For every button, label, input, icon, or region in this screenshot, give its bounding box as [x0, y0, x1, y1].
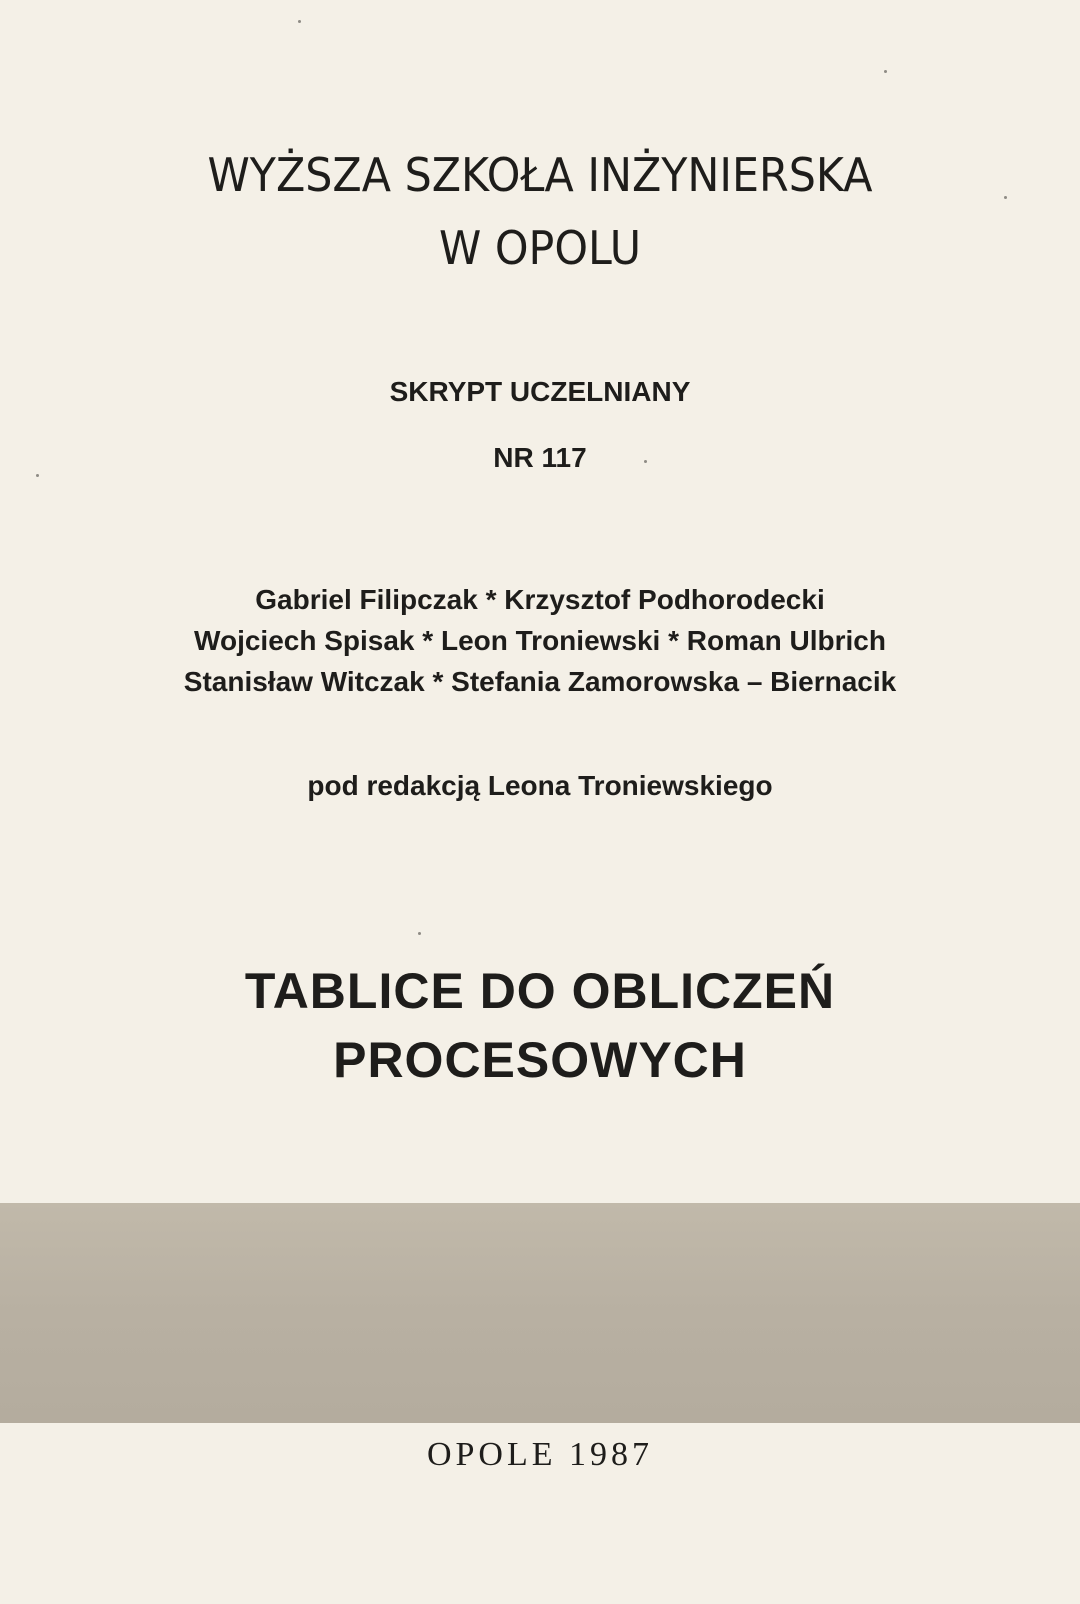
print-speck — [298, 20, 301, 23]
institution-city: W OPOLU — [438, 221, 642, 275]
authors-line: Gabriel Filipczak * Krzysztof Podhorodecki — [255, 584, 825, 615]
series-number: NR 117 — [493, 442, 587, 473]
editor-credit: pod redakcją Leona Troniewskiego — [307, 770, 773, 801]
authors-line: Wojciech Spisak * Leon Troniewski * Roman Ulbrich — [194, 625, 886, 656]
series-name: SKRYPT UCZELNIANY — [389, 376, 691, 407]
book-title: PROCESOWYCH — [333, 1032, 747, 1088]
print-speck — [884, 70, 887, 73]
place-and-year: OPOLE 1987 — [426, 1436, 654, 1473]
print-speck — [36, 474, 39, 477]
book-title: TABLICE DO OBLICZEŃ — [244, 963, 836, 1019]
authors-line: Stanisław Witczak * Stefania Zamorowska – Biernacik — [183, 666, 897, 697]
print-speck — [1004, 196, 1007, 199]
print-speck — [418, 932, 421, 935]
institution-name: WYŻSZA SZKOŁA INŻYNIERSKA — [207, 148, 873, 202]
print-speck — [644, 460, 647, 463]
decorative-band — [0, 1203, 1080, 1423]
